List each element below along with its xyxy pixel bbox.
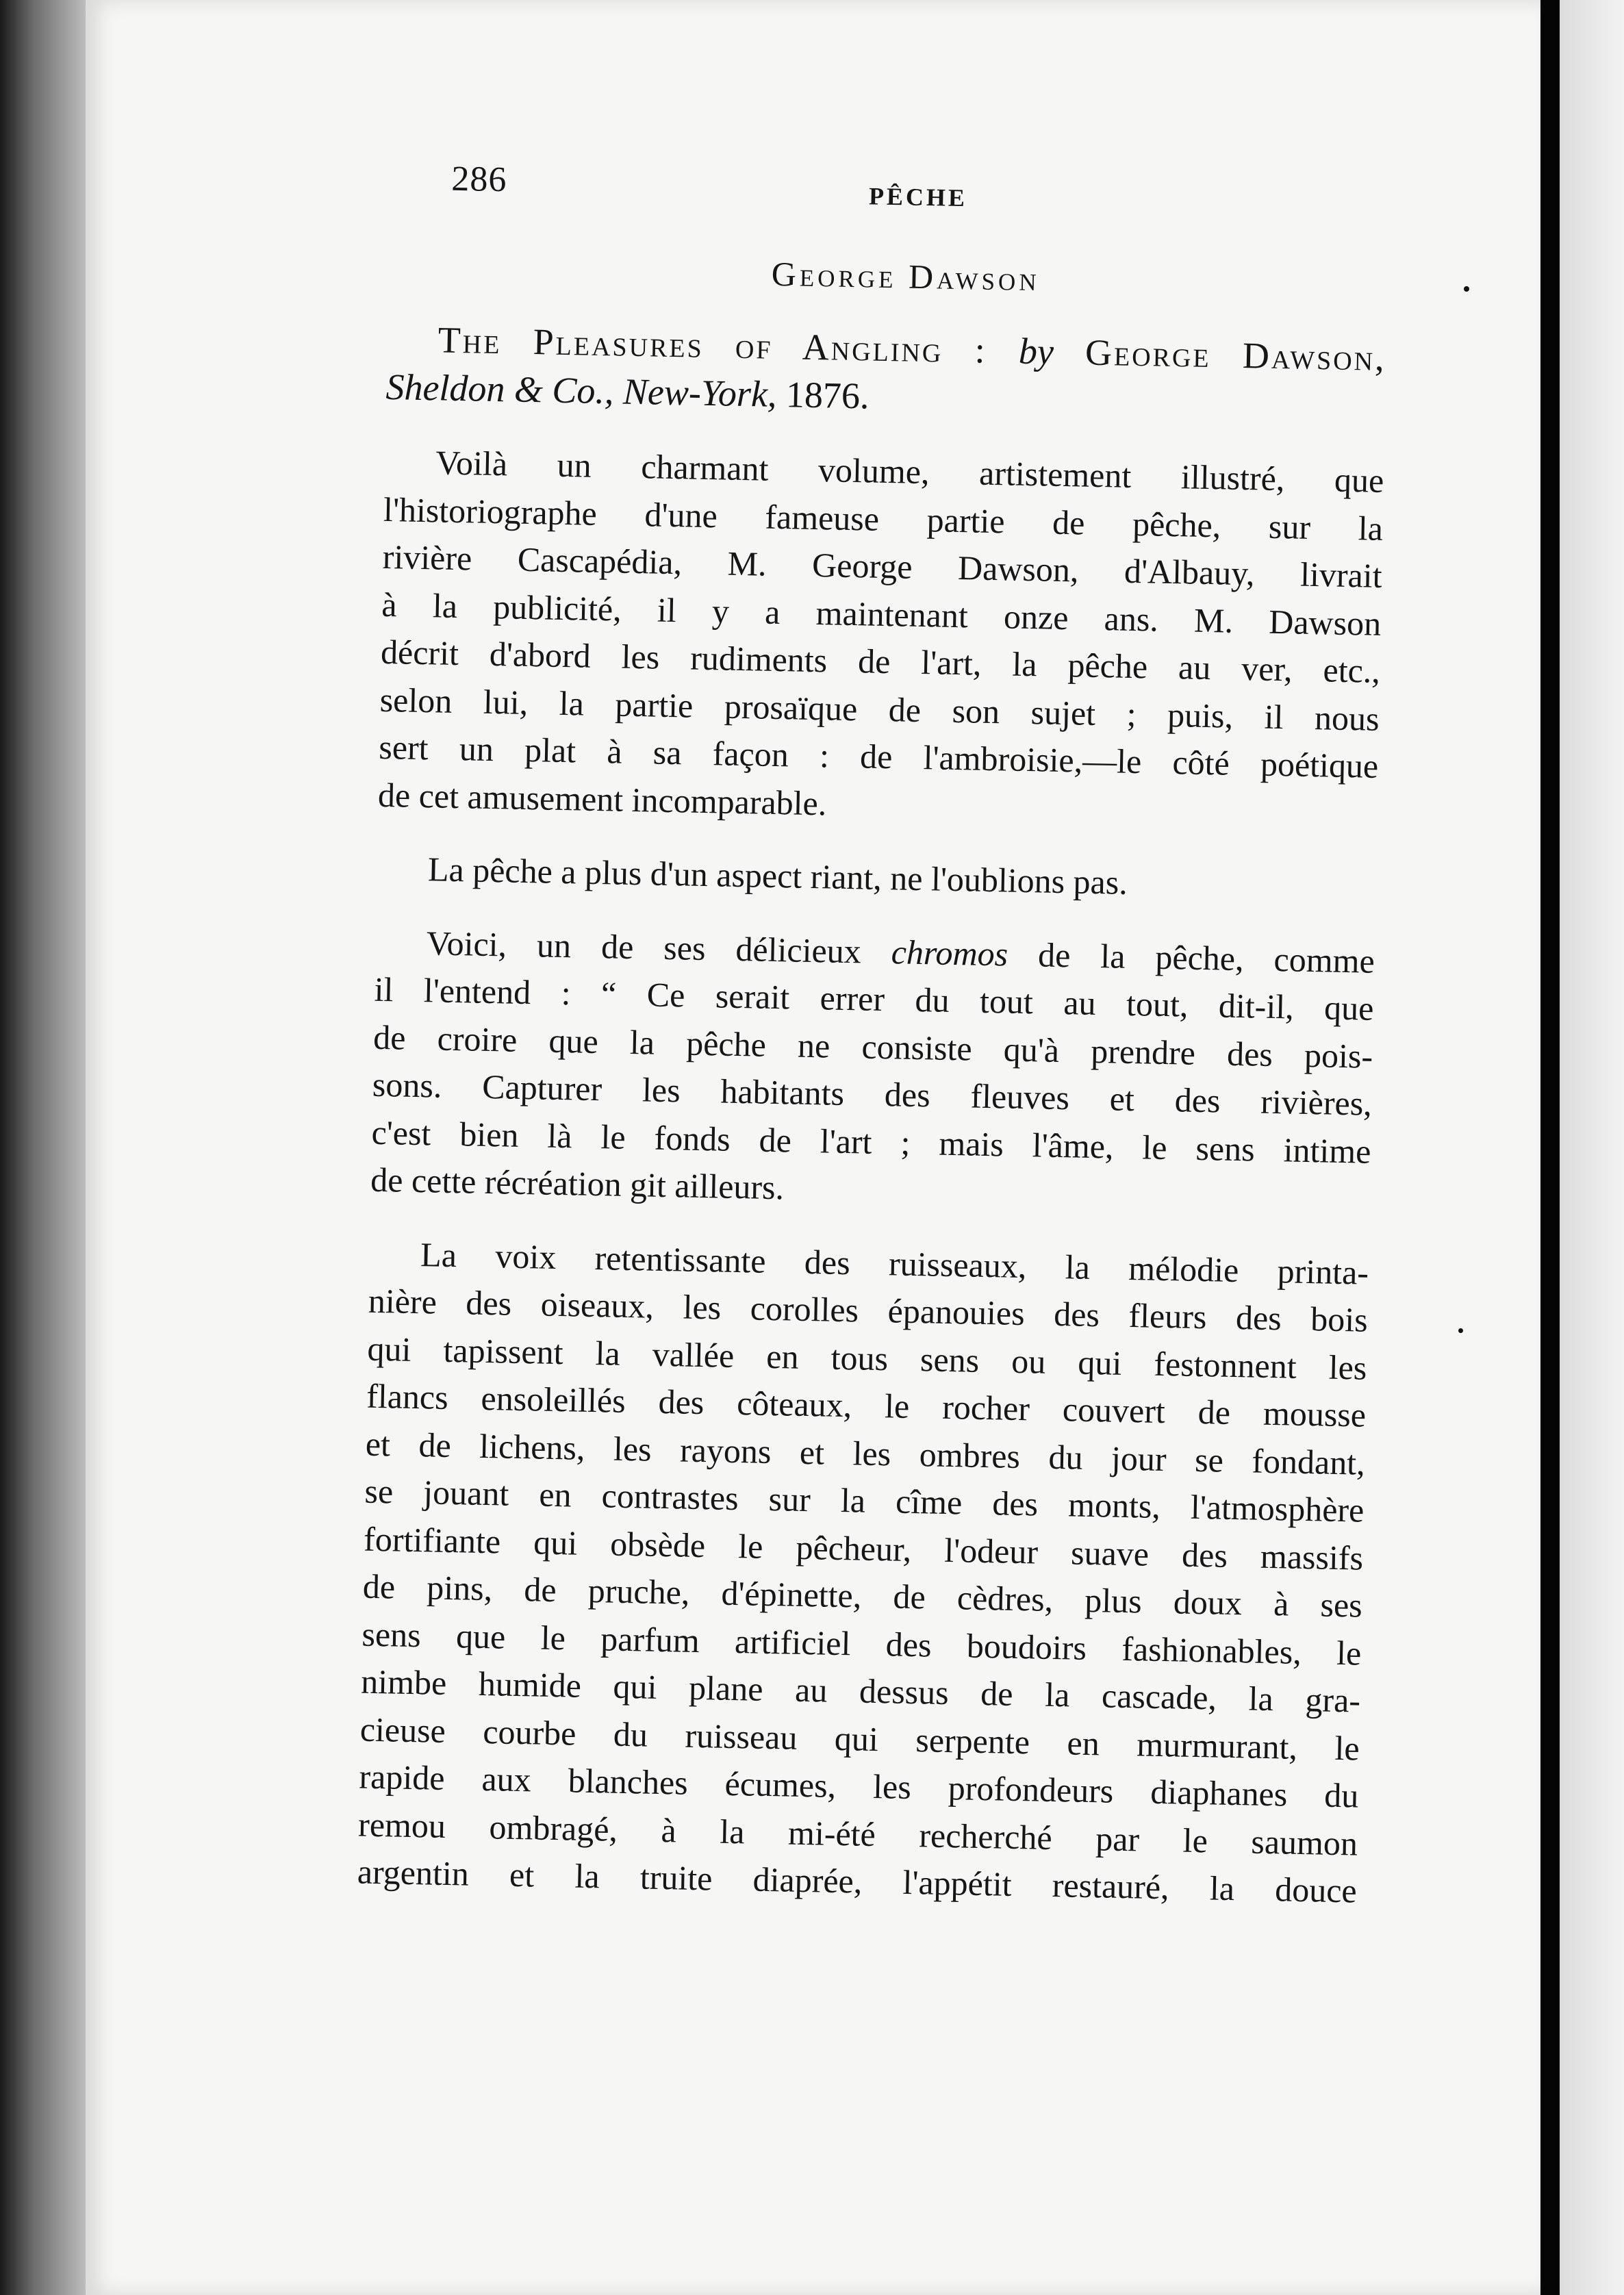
- paragraph: [376, 845, 1376, 912]
- text-line: sert un plat à sa façon : de l'ambroisie,—le côté poétique: [378, 727, 1379, 785]
- text-line: sens que le parfum artificiel des boudoirs fashionables, le: [361, 1614, 1362, 1673]
- text-line: sons. Capturer les habitants des fleuves et des rivières,: [372, 1065, 1373, 1123]
- text-line: Voilà un charmant volume, artistement illustré, que: [435, 443, 1384, 500]
- text-line: décrit d'abord les rudiments de l'art, la pêche au ver, etc.,: [380, 632, 1381, 690]
- text-line: de croire que la pêche ne consiste qu'à prendre des pois-: [372, 1017, 1373, 1076]
- text-line: se jouant en contrastes sur la cîme des monts, l'atmosphère: [364, 1471, 1365, 1530]
- paragraph: [357, 1230, 1369, 1915]
- text-line: nimbe humide qui plane au dessus de la cascade, la gra-: [360, 1662, 1361, 1720]
- text-line: il l'entend : “ Ce serait errer du tout au tout, dit-il, que: [374, 969, 1374, 1028]
- citation-by: by: [1018, 330, 1054, 372]
- book-publisher: Sheldon & Co., New-York,: [385, 366, 778, 415]
- scan-left-edge: [0, 0, 86, 2295]
- text-line: et de lichens, les rayons et les ombres du jour se fondant,: [365, 1424, 1366, 1482]
- text-line: argentin et la truite diaprée, l'appétit restauré, la douce: [357, 1852, 1358, 1910]
- running-head: PÊCHE: [868, 182, 968, 212]
- text-line: fortifiante qui obsède le pêcheur, l'odeur suave des massifs: [363, 1519, 1364, 1577]
- text-line: nière des oiseaux, les corolles épanouies des fleurs des bois: [368, 1281, 1369, 1339]
- text-line: La pêche a plus d'un aspect riant, ne l'oublions pas.: [427, 850, 1128, 902]
- text-line: à la publicité, il y a maintenant onze ans. M. Dawson: [381, 585, 1382, 643]
- text-line: rivière Cascapédia, M. George Dawson, d'Albauy, livrait: [382, 537, 1383, 595]
- paragraph: [370, 918, 1375, 1223]
- text-run: de la pêche, comme: [1007, 935, 1375, 980]
- binding-gutter: [1540, 0, 1560, 2295]
- text-run: Voici, un de ses délicieux: [426, 923, 892, 971]
- text-line: de pins, de pruche, d'épinette, de cèdres, plus doux à ses: [362, 1567, 1363, 1625]
- text-line: rapide aux blanches écumes, les profondeurs diaphanes du: [359, 1757, 1359, 1815]
- next-page-edge: [1560, 0, 1624, 2295]
- page-number: 286: [451, 159, 507, 200]
- scan-speck: [1464, 286, 1469, 292]
- text-line: cieuse courbe du ruisseau qui serpente en murmurant, le: [359, 1710, 1360, 1768]
- scan-speck: [1458, 1328, 1463, 1333]
- text-line: flancs ensoleillés des côteaux, le rocher couvert de mousse: [366, 1376, 1367, 1434]
- text-line: La voix retentissante des ruisseaux, la mélodie printa-: [420, 1234, 1369, 1292]
- book-author: George Dawson,: [1084, 331, 1387, 379]
- text-line: de cet amusement incomparable.: [377, 775, 827, 822]
- text-line: selon lui, la partie prosaïque de son sujet ; puis, il nous: [379, 680, 1380, 738]
- text-line: remou ombragé, à la mi-été recherché par le saumon: [357, 1805, 1358, 1863]
- book-year: 1876.: [785, 374, 870, 417]
- article-heading: George Dawson: [771, 254, 1041, 299]
- article-body: [357, 438, 1384, 1941]
- book-citation: [385, 315, 1386, 430]
- text-line: qui tapissent la vallée en tous sens ou qui festonnent les: [367, 1329, 1367, 1387]
- paragraph: [377, 438, 1384, 838]
- text-line: de cette récréation git ailleurs.: [370, 1160, 785, 1207]
- book-title: The Pleasures of Angling :: [437, 319, 988, 371]
- italic-word: chromos: [891, 932, 1008, 974]
- text-line: c'est bien là le fonds de l'art ; mais l'âme, le sens intime: [371, 1113, 1371, 1171]
- text-line: l'historiographe d'une fameuse partie de pêche, sur la: [383, 490, 1384, 548]
